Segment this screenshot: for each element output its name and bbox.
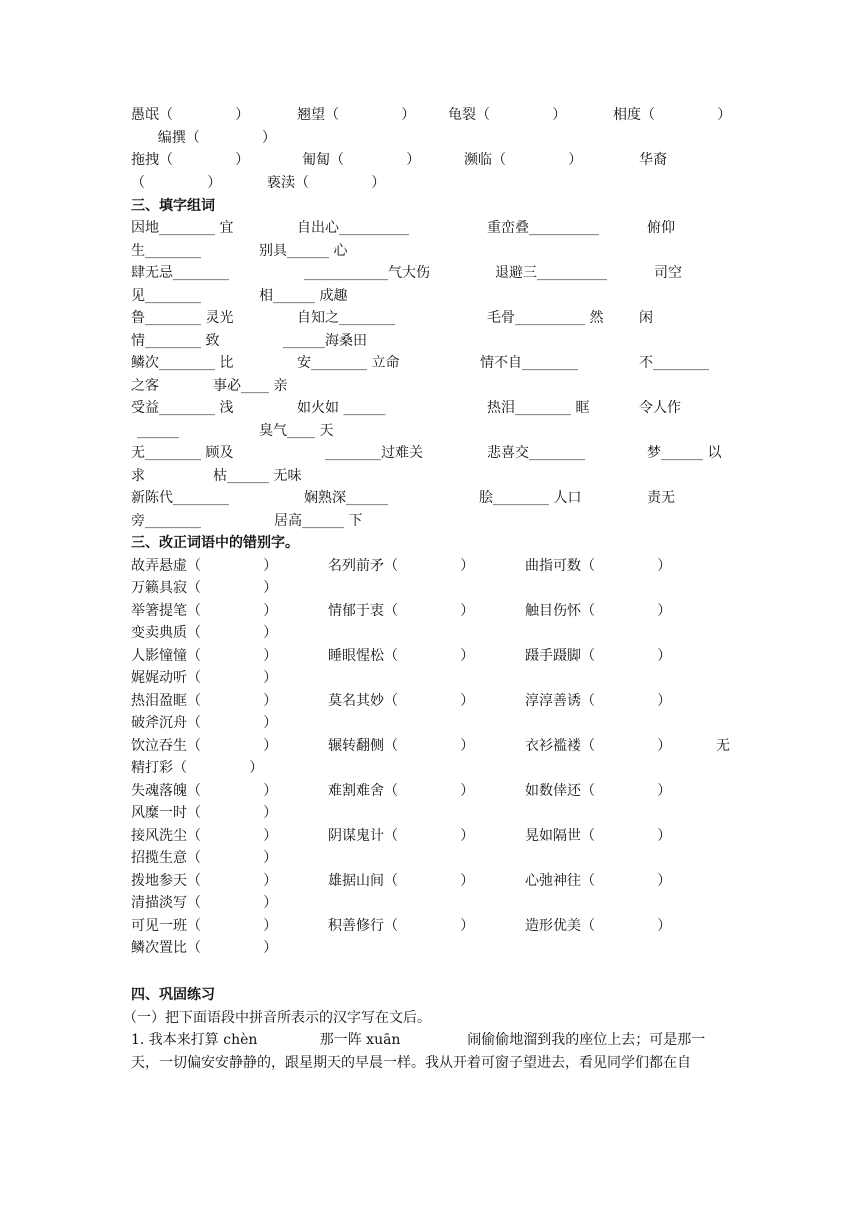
correction-item: 招揽生意（ ） xyxy=(131,850,278,866)
practice-instruction xyxy=(123,1007,731,1029)
fill-item: 如火如 ______ xyxy=(297,400,386,416)
correction-row xyxy=(131,690,731,712)
correction-item: 心弛神往（ ） xyxy=(525,873,672,889)
correction-row xyxy=(131,600,731,622)
vocab-item: 亵渎（ ） xyxy=(267,175,386,191)
section-title-correct-typos: 三、改正词语中的错别字。 xyxy=(131,535,299,551)
correction-item: 积善修行（ ） xyxy=(328,918,475,934)
correction-item: 名列前矛（ ） xyxy=(328,558,475,574)
fill-row xyxy=(131,307,731,329)
correction-item: 破斧沉舟（ ） xyxy=(131,715,278,731)
fill-item: 重峦叠__________ xyxy=(487,220,599,236)
fill-item: 事必____ 亲 xyxy=(213,378,288,394)
practice-paragraph-line xyxy=(131,1029,735,1051)
vocab-item: 华裔 xyxy=(639,152,667,168)
fill-item: 不________ xyxy=(639,355,709,371)
vocab-row xyxy=(131,104,731,126)
fill-item: 闲 xyxy=(639,310,653,326)
correction-item: 蹑手蹑脚（ ） xyxy=(525,648,672,664)
correction-row xyxy=(131,622,731,644)
correction-row xyxy=(131,757,731,779)
correction-row xyxy=(131,915,731,937)
fill-item: ____________气大伤 xyxy=(304,265,430,281)
paragraph-text: 1. 我本来打算 chèn 那一阵 xuān 闹偷偷地溜到我的座位上去；可是那一 xyxy=(131,1032,706,1048)
fill-row xyxy=(131,217,731,239)
correction-row xyxy=(131,735,731,757)
correction-item: 辗转翻侧（ ） xyxy=(328,738,475,754)
fill-item: 脍________ 人口 xyxy=(479,490,582,506)
fill-item: 令人作 xyxy=(639,400,681,416)
fill-item: ______海桑田 xyxy=(283,333,367,349)
fill-item: 退避三__________ xyxy=(495,265,607,281)
fill-row xyxy=(131,352,731,374)
correction-item: 晃如隔世（ ） xyxy=(525,828,672,844)
correction-item: 衣衫褴褛（ ） xyxy=(525,738,672,754)
fill-item: 居高______ 下 xyxy=(274,513,363,529)
correction-item: 娓娓动听（ ） xyxy=(131,670,278,686)
fill-item: 臭气____ 天 xyxy=(259,423,334,439)
fill-item: 自出心__________ xyxy=(297,220,409,236)
correction-item: 风糜一时（ ） xyxy=(131,805,278,821)
correction-row xyxy=(131,847,731,869)
correction-row xyxy=(131,892,731,914)
fill-item: 别具______ 心 xyxy=(259,243,348,259)
fill-item: 热泪________ 眶 xyxy=(487,400,590,416)
fill-item: 安________ 立命 xyxy=(297,355,400,371)
correction-row xyxy=(131,712,731,734)
fill-row xyxy=(131,262,731,284)
correction-item: 阴谋鬼计（ ） xyxy=(328,828,475,844)
vocab-item: 编撰（ ） xyxy=(131,130,277,146)
fill-item: 毛骨__________ 然 xyxy=(487,310,604,326)
vocab-row xyxy=(131,149,731,171)
vocab-item: 濒临（ ） xyxy=(464,152,583,168)
correction-item: 睡眼惺松（ ） xyxy=(328,648,475,664)
fill-row xyxy=(131,487,731,509)
fill-item: 旁________ xyxy=(131,513,201,529)
correction-item: 情郁于衷（ ） xyxy=(328,603,475,619)
correction-item: 故弄悬虚（ ） xyxy=(131,558,278,574)
correction-item: 失魂落魄（ ） xyxy=(131,783,278,799)
correction-row xyxy=(131,802,731,824)
correction-item: 饮泣吞生（ ） xyxy=(131,738,278,754)
fill-item: 生________ xyxy=(131,243,201,259)
fill-row xyxy=(131,510,731,532)
practice-paragraph-line xyxy=(131,1052,735,1074)
fill-item: 受益________ 浅 xyxy=(131,400,234,416)
fill-item: 娴熟深______ xyxy=(304,490,388,506)
correction-item: 难割难舍（ ） xyxy=(328,783,475,799)
fill-item: ________过难关 xyxy=(325,445,423,461)
correction-item: 淳淳善诱（ ） xyxy=(525,693,672,709)
correction-item: 清描淡写（ ） xyxy=(131,895,278,911)
vocab-item: 龟裂（ ） xyxy=(448,107,567,123)
correction-item: 莫名其妙（ ） xyxy=(328,693,475,709)
correction-item: 如数倖还（ ） xyxy=(525,783,672,799)
fill-item: 俯仰 xyxy=(647,220,675,236)
correction-row xyxy=(131,870,731,892)
fill-item: 求 xyxy=(131,468,145,484)
fill-item: 之客 xyxy=(131,378,159,394)
correction-item: 人影憧憧（ ） xyxy=(131,648,278,664)
fill-item: 责无 xyxy=(647,490,675,506)
correction-item: 热泪盈眶（ ） xyxy=(131,693,278,709)
fill-item: 见________ xyxy=(131,288,201,304)
correction-row xyxy=(131,645,731,667)
fill-item: 鲁________ 灵光 xyxy=(131,310,234,326)
correction-item: 触目伤怀（ ） xyxy=(525,603,672,619)
vocab-row xyxy=(131,127,731,149)
correction-row xyxy=(131,825,731,847)
vocab-item: 翘望（ ） xyxy=(297,107,416,123)
correction-row xyxy=(131,667,731,689)
correction-item: 曲指可数（ ） xyxy=(525,558,672,574)
fill-item: 无________ 顾及 xyxy=(131,445,234,461)
fill-item: 梦______ 以 xyxy=(647,445,722,461)
vocab-item: （ ） xyxy=(131,175,222,191)
fill-item: 新陈代________ xyxy=(131,490,229,506)
correction-item: 造形优美（ ） xyxy=(525,918,672,934)
section-title-fill-words: 三、填字组词 xyxy=(131,198,215,214)
vocab-item: 相度（ ） xyxy=(613,107,732,123)
correction-item: 接风洗尘（ ） xyxy=(131,828,278,844)
correction-item: 举箸提笔（ ） xyxy=(131,603,278,619)
fill-row xyxy=(131,285,731,307)
vocab-item: 匍匐（ ） xyxy=(302,152,421,168)
paragraph-text: 天，一切偏安安静静的，跟星期天的早晨一样。我从开着可窗子望进去，看见同学们都在自 xyxy=(131,1055,691,1071)
fill-item: 自知之________ xyxy=(297,310,395,326)
correction-row xyxy=(131,577,731,599)
fill-item: 鳞次________ 比 xyxy=(131,355,234,371)
fill-row xyxy=(131,420,731,442)
correction-item: 无 xyxy=(716,738,730,754)
fill-item: 枯______ 无味 xyxy=(213,468,302,484)
fill-row xyxy=(131,442,731,464)
vocab-row xyxy=(131,172,731,194)
fill-item: 情不自________ xyxy=(480,355,578,371)
fill-item: 司空 xyxy=(654,265,682,281)
vocab-item: 愚氓（ ） xyxy=(131,107,250,123)
correction-item: 拨地参天（ ） xyxy=(131,873,278,889)
correction-row xyxy=(131,555,731,577)
fill-item: 悲喜交________ xyxy=(487,445,585,461)
correction-item: 万籁具寂（ ） xyxy=(131,580,278,596)
practice-subtitle: （一）把下面语段中拼音所表示的汉字写在文后。 xyxy=(123,1010,431,1026)
fill-row xyxy=(131,397,731,419)
fill-row xyxy=(131,375,731,397)
fill-item: 相______ 成趣 xyxy=(259,288,348,304)
section-title-practice: 四、巩固练习 xyxy=(131,987,215,1003)
correction-item: 变卖典质（ ） xyxy=(131,625,278,641)
correction-item: 可见一班（ ） xyxy=(131,918,278,934)
vocab-item: 拖拽（ ） xyxy=(131,152,250,168)
correction-item: 鳞次置比（ ） xyxy=(131,940,278,956)
correction-item: 精打彩（ ） xyxy=(131,760,264,776)
correction-row xyxy=(131,780,731,802)
fill-row xyxy=(131,240,731,262)
fill-item: 情________ 致 xyxy=(131,333,220,349)
correction-item: 雄据山间（ ） xyxy=(328,873,475,889)
fill-item: 因地________ 宜 xyxy=(131,220,234,236)
fill-row xyxy=(131,330,731,352)
correction-row xyxy=(131,937,731,959)
fill-item: 肆无忌________ xyxy=(131,265,229,281)
fill-item: ______ xyxy=(137,423,179,439)
fill-row xyxy=(131,465,731,487)
